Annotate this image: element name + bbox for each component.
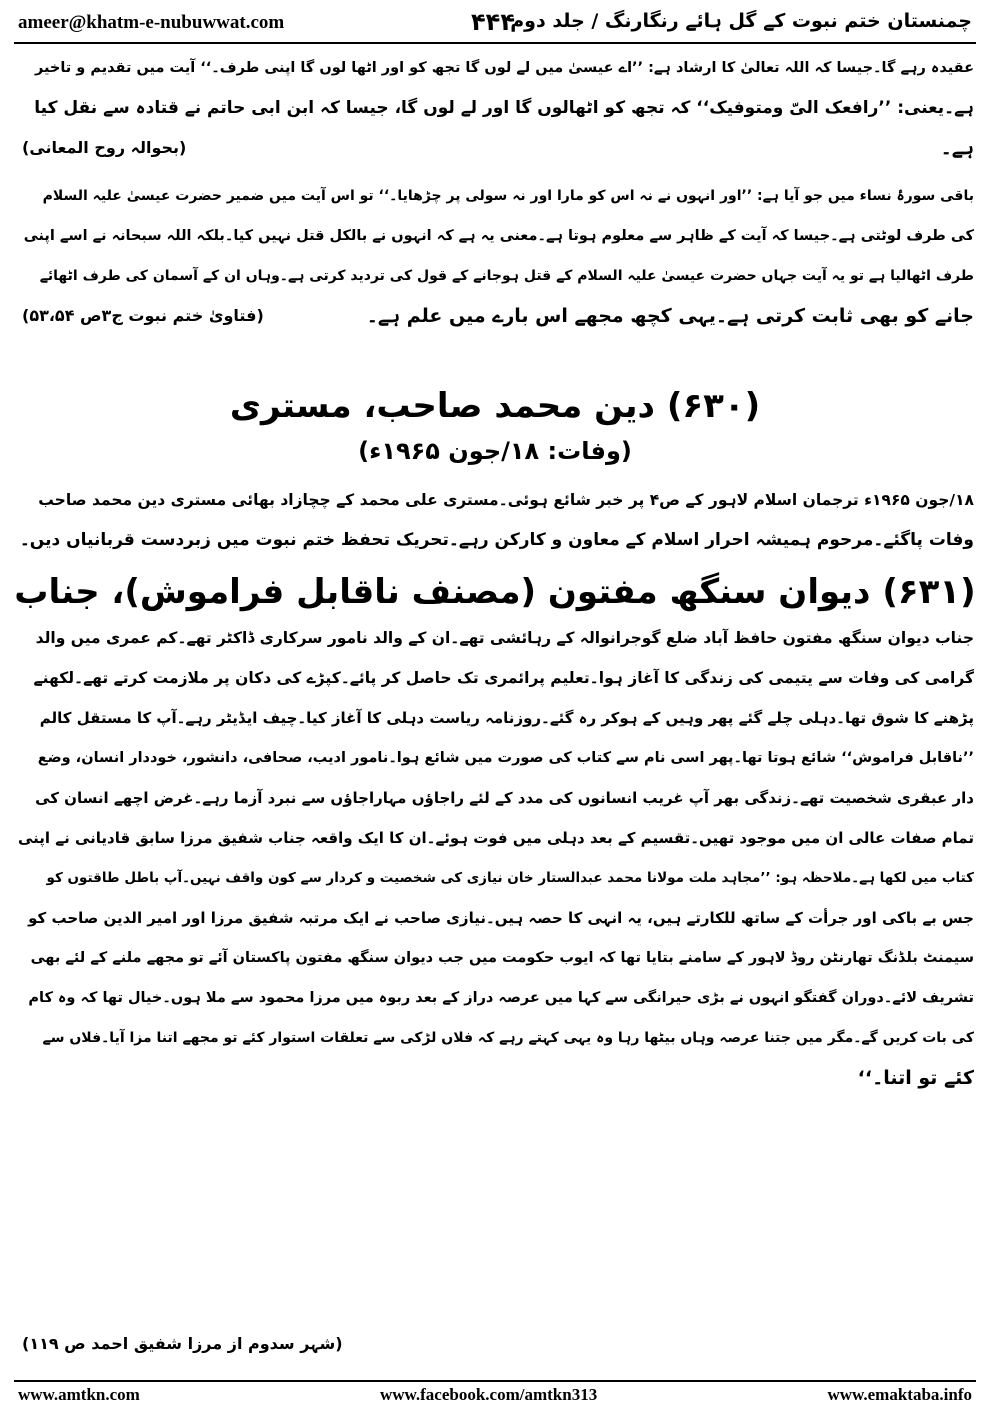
text-line: عقیدہ رہے گا۔جیسا کہ اللہ تعالیٰ کا ارشاد ہے: ’’اے عیسیٰ میں لے لوں گا تجھ کو اور اٹھا لوں گا اپنی طرف۔‘‘ آیت میں تقدیم و تاخیر: [34, 60, 974, 76]
reference-citation: (شہر سدوم از مرزا شفیق احمد ص ۱۱۹): [22, 1334, 343, 1353]
text-line: دار عبقری شخصیت تھے۔زندگی بھر آپ غریب انسانوں کی مدد کے لئے راجاؤں مہاراجاؤں سے نبرد آزما رہے۔غرض اچھے انسان کی: [35, 789, 974, 807]
text-line: کی بات کریں گے۔مگر میں جتنا عرصہ وہاں بیٹھا رہا وہ یہی کہتے رہے کہ فلاں لڑکی سے تعلقات استوار کئے تو مجھے اتنا مزا آیا۔فلاں سے: [42, 1030, 974, 1046]
header-divider: [14, 42, 976, 44]
text-line: طرف اٹھالیا ہے تو یہ آیت جہاں حضرت عیسیٰ علیہ السلام کے قتل ہوجانے کے قول کی تردید کرتی ہے۔وہاں ان کے آسمان کی طرف اٹھائے: [39, 268, 974, 284]
section-heading-631: (۶۳۱) دیوان سنگھ مفتون (مصنف ناقابل فراموش)، جناب: [14, 572, 976, 612]
text-line: سیمنٹ بلڈنگ تھارنٹن روڈ لاہور کے سامنے بتایا تھا کہ ایوب حکومت میں جب دیوان سنگھ مفتون پاکستان آئے تو مجھے ملنے کے لئے بھی: [30, 950, 974, 966]
footer-link-facebook[interactable]: www.facebook.com/amtkn313: [380, 1385, 598, 1404]
book-title: چمنستان ختم نبوت کے گل ہائے رنگارنگ / جلد دوم: [510, 10, 972, 32]
text-line: کئے تو اتنا۔‘‘: [857, 1067, 974, 1089]
footer-divider: [14, 1380, 976, 1382]
text-line: تشریف لائے۔دوران گفتگو انہوں نے بڑی حیرانگی سے کہا میں عرصہ دراز کے بعد ربوہ میں مرزا محمود سے ملا ہوں۔خیال تھا کہ وہ کام: [28, 990, 974, 1006]
text-line: ’’ناقابل فراموش‘‘ شائع ہوتا تھا۔پھر اسی نام سے کتاب کی صورت میں شائع ہوا۔نامور ادیب، صحافی، دانشور، خوددار انسان، وضع: [37, 750, 974, 766]
page-number: ۴۴۴: [471, 8, 515, 36]
text-line: جناب دیوان سنگھ مفتون حافظ آباد ضلع گوجرانوالہ کے رہائشی تھے۔ان کے والد نامور سرکاری ڈاکٹر تھے۔کم عمری میں والد: [35, 629, 974, 647]
text-line: جانے کو بھی ثابت کرتی ہے۔یہی کچھ مجھے اس بارے میں علم ہے۔: [366, 305, 974, 327]
text-line: وفات پاگئے۔مرحوم ہمیشہ احرار اسلام کے معاون و کارکن رہے۔تحریک تحفظ ختم نبوت میں زبردست قربانیاں دیں۔: [19, 530, 974, 550]
section-subheading-630: (وفات: ۱۸/جون ۱۹۶۵ء): [358, 437, 632, 465]
text-line: باقی سورۂ نساء میں جو آیا ہے: ’’اور انہوں نے نہ اس کو مارا اور نہ سولی پر چڑھایا۔‘‘ تو اس آیت میں ضمیر حضرت عیسیٰ علیہ السلام: [42, 188, 974, 204]
header-email: ameer@khatm-e-nubuwwat.com: [18, 12, 285, 33]
text-line: کتاب میں لکھا ہے۔ملاحظہ ہو: ’’مجاہد ملت مولانا محمد عبدالستار خان نیازی کی شخصیت و کردار سے کون واقف نہیں۔آپ باطل طاقتوں کو: [46, 870, 974, 886]
footer-link-amtkn[interactable]: www.amtkn.com: [18, 1385, 140, 1404]
text-line: ہے۔: [940, 137, 974, 159]
section-630-body: [18, 480, 974, 560]
text-line: پڑھنے کا شوق تھا۔دہلی چلے گئے پھر وہیں کے ہوکر رہ گئے۔روزنامہ ریاست دہلی کا آغاز کیا۔چیف ایڈیٹر رہے۔آپ کا مستقل کالم: [39, 709, 974, 727]
reference-citation: (فتاویٰ ختم نبوت ج۳ص ۵۳،۵۴): [22, 306, 264, 325]
text-line: ہے۔یعنی: ’’رافعک الیّ ومتوفیک‘‘ کہ تجھ کو اٹھالوں گا اور لے لوں گا، جیسا کہ ابن ابی حاتم نے قتادہ سے نقل کیا: [34, 98, 974, 118]
section-631-body: [18, 618, 974, 1098]
footer-link-emaktaba[interactable]: www.emaktaba.info: [827, 1385, 972, 1404]
text-line: کی طرف لوٹتی ہے۔جیسا کہ آیت کے ظاہر سے معلوم ہوتا ہے۔معنی یہ ہے کہ انہوں نے بالکل قتل نہیں کیا۔بلکہ اللہ سبحانہ نے اسے اپنی: [23, 228, 974, 244]
reference-citation: (بحوالہ روح المعانی): [22, 138, 187, 157]
text-line: ۱۸/جون ۱۹۶۵ء ترجمان اسلام لاہور کے ص۴ پر خبر شائع ہوئی۔مستری علی محمد کے چچازاد بھائی مستری دین محمد صاحب: [38, 491, 974, 509]
text-line: گرامی کی وفات سے یتیمی کی زندگی کا آغاز ہوا۔تعلیم پرائمری تک حاصل کر پائے۔کپڑے کی دکان پر ملازمت کرتے تھے۔لکھنے: [33, 669, 974, 687]
page-header: [18, 6, 972, 40]
text-line: جس بے باکی اور جرأت کے ساتھ للکارتے ہیں، یہ انہی کا حصہ ہیں۔نیازی صاحب نے ایک مرتبہ شفیق مرزا اور امیر الدین صاحب کو: [28, 909, 974, 927]
section-heading-630: (۶۳۰) دین محمد صاحب، مستری: [229, 386, 761, 426]
text-line: تمام صفات عالی ان میں موجود تھیں۔تقسیم کے بعد دہلی میں فوت ہوئے۔ان کا ایک واقعہ جناب شفیق مرزا سابق قادیانی نے اپنی: [18, 829, 974, 847]
